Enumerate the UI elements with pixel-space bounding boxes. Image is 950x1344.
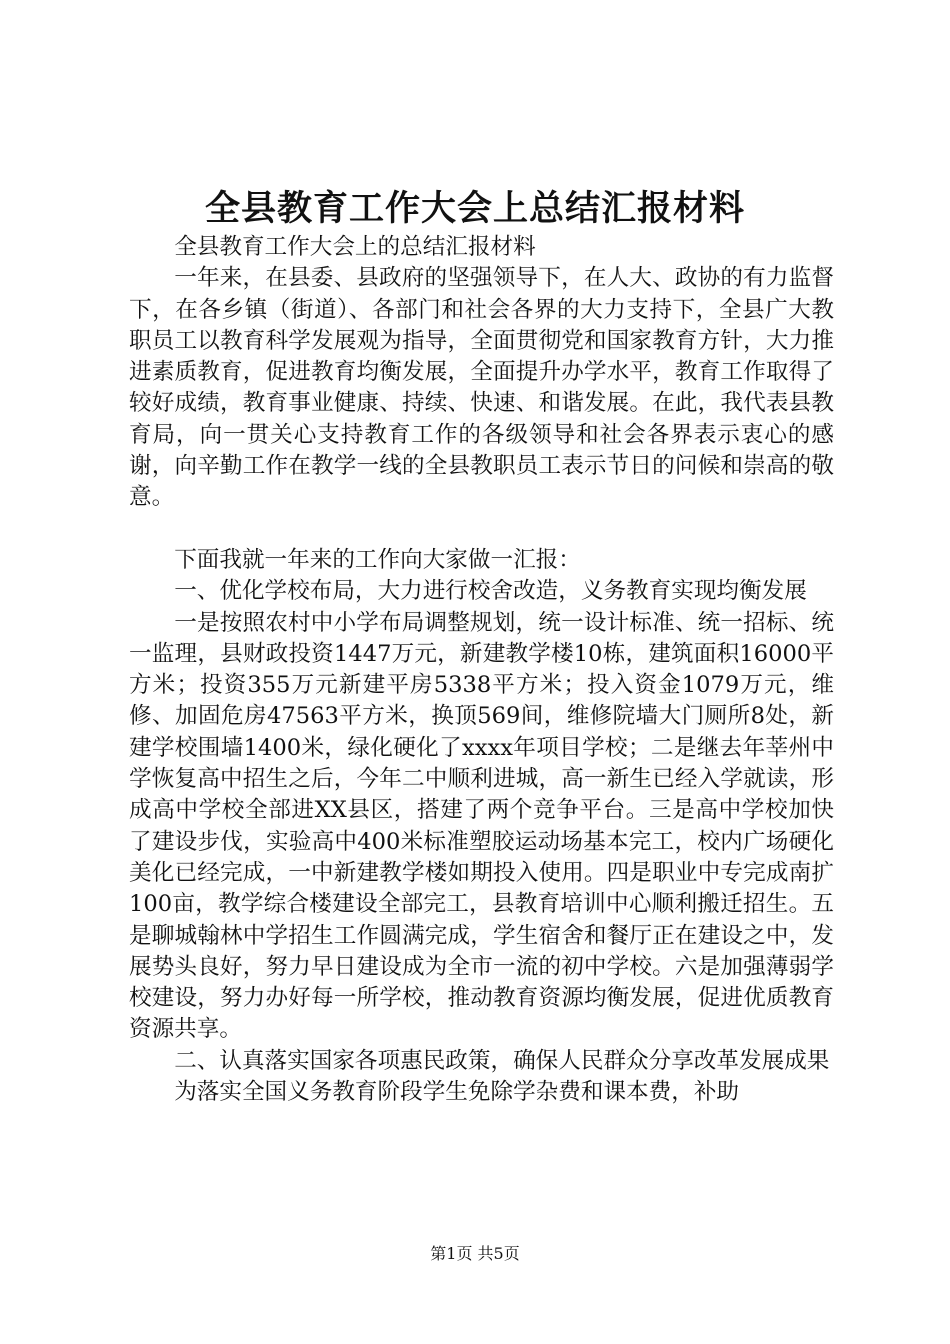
section-heading-2: 二、认真落实国家各项惠民政策，确保人民群众分享改革发展成果 bbox=[174, 1047, 830, 1074]
paragraph-subtitle: 全县教育工作大会上的总结汇报材料 bbox=[174, 234, 536, 260]
section-heading-1: 一、优化学校布局，大力进行校舍改造，义务教育实现均衡发展 bbox=[174, 578, 807, 605]
paragraph-section-1: 一是按照农村中小学布局调整规划，统一设计标准、统一招标、统一监理，县财政投资1447万元，新建教学楼10栋，建筑面积16000平方米；投资355万元新建平房5338平方米；投入资金1079万元，维修、加固危房47563平方米，换顶569间，维修院墙大门厕所8处，新建学校围墙1400米，绿化硬化了xxxx年项目学校；二是继去年莘州中学恢复高中招生之后，今年二中顺利进城，高一新生已经入学就读，形成高中学校全部进XX县区，搭建了两个竞争平台。三是高中学校加快了建设步伐，实验高中400米标准塑胶运动场基本完工，校内广场硬化美化已经完成，一中新建教学楼如期投入使用。四是职业中专完成南扩100亩，教学综合楼建设全部完工，县教育培训中心顺利搬迁招生。五是聊城翰林中学招生工作圆满完成，学生宿舍和餐厅正在建设之中，发展势头良好，努力早日建设成为全市一流的初中学校。六是加强薄弱学校建设，努力办好每一所学校，推动教育资源均衡发展，促进优质教育资源共享。 bbox=[129, 609, 834, 1043]
page-footer: 第1页 共5页 bbox=[430, 1244, 520, 1263]
paragraph-intro: 一年来，在县委、县政府的坚强领导下，在人大、政协的有力监督下，在各乡镇（街道）、各部门和社会各界的大力支持下，全县广大教职员工以教育科学发展观为指导，全面贯彻党和国家教育方针，大力推进素质教育，促进教育均衡发展，全面提升办学水平，教育工作取得了较好成绩，教育事业健康、持续、快速、和谐发展。在此，我代表县教育局，向一贯关心支持教育工作的各级领导和社会各界表示衷心的感谢，向辛勤工作在教学一线的全县教职员工表示节日的问候和崇高的敬意。 bbox=[129, 265, 834, 511]
paragraph-section-2: 为落实全国义务教育阶段学生免除学杂费和课本费，补助 bbox=[174, 1079, 740, 1106]
paragraph-report-lead: 下面我就一年来的工作向大家做一汇报： bbox=[174, 546, 581, 573]
document-body bbox=[129, 232, 834, 1108]
document-title: 全县教育工作大会上总结汇报材料 bbox=[204, 188, 745, 229]
